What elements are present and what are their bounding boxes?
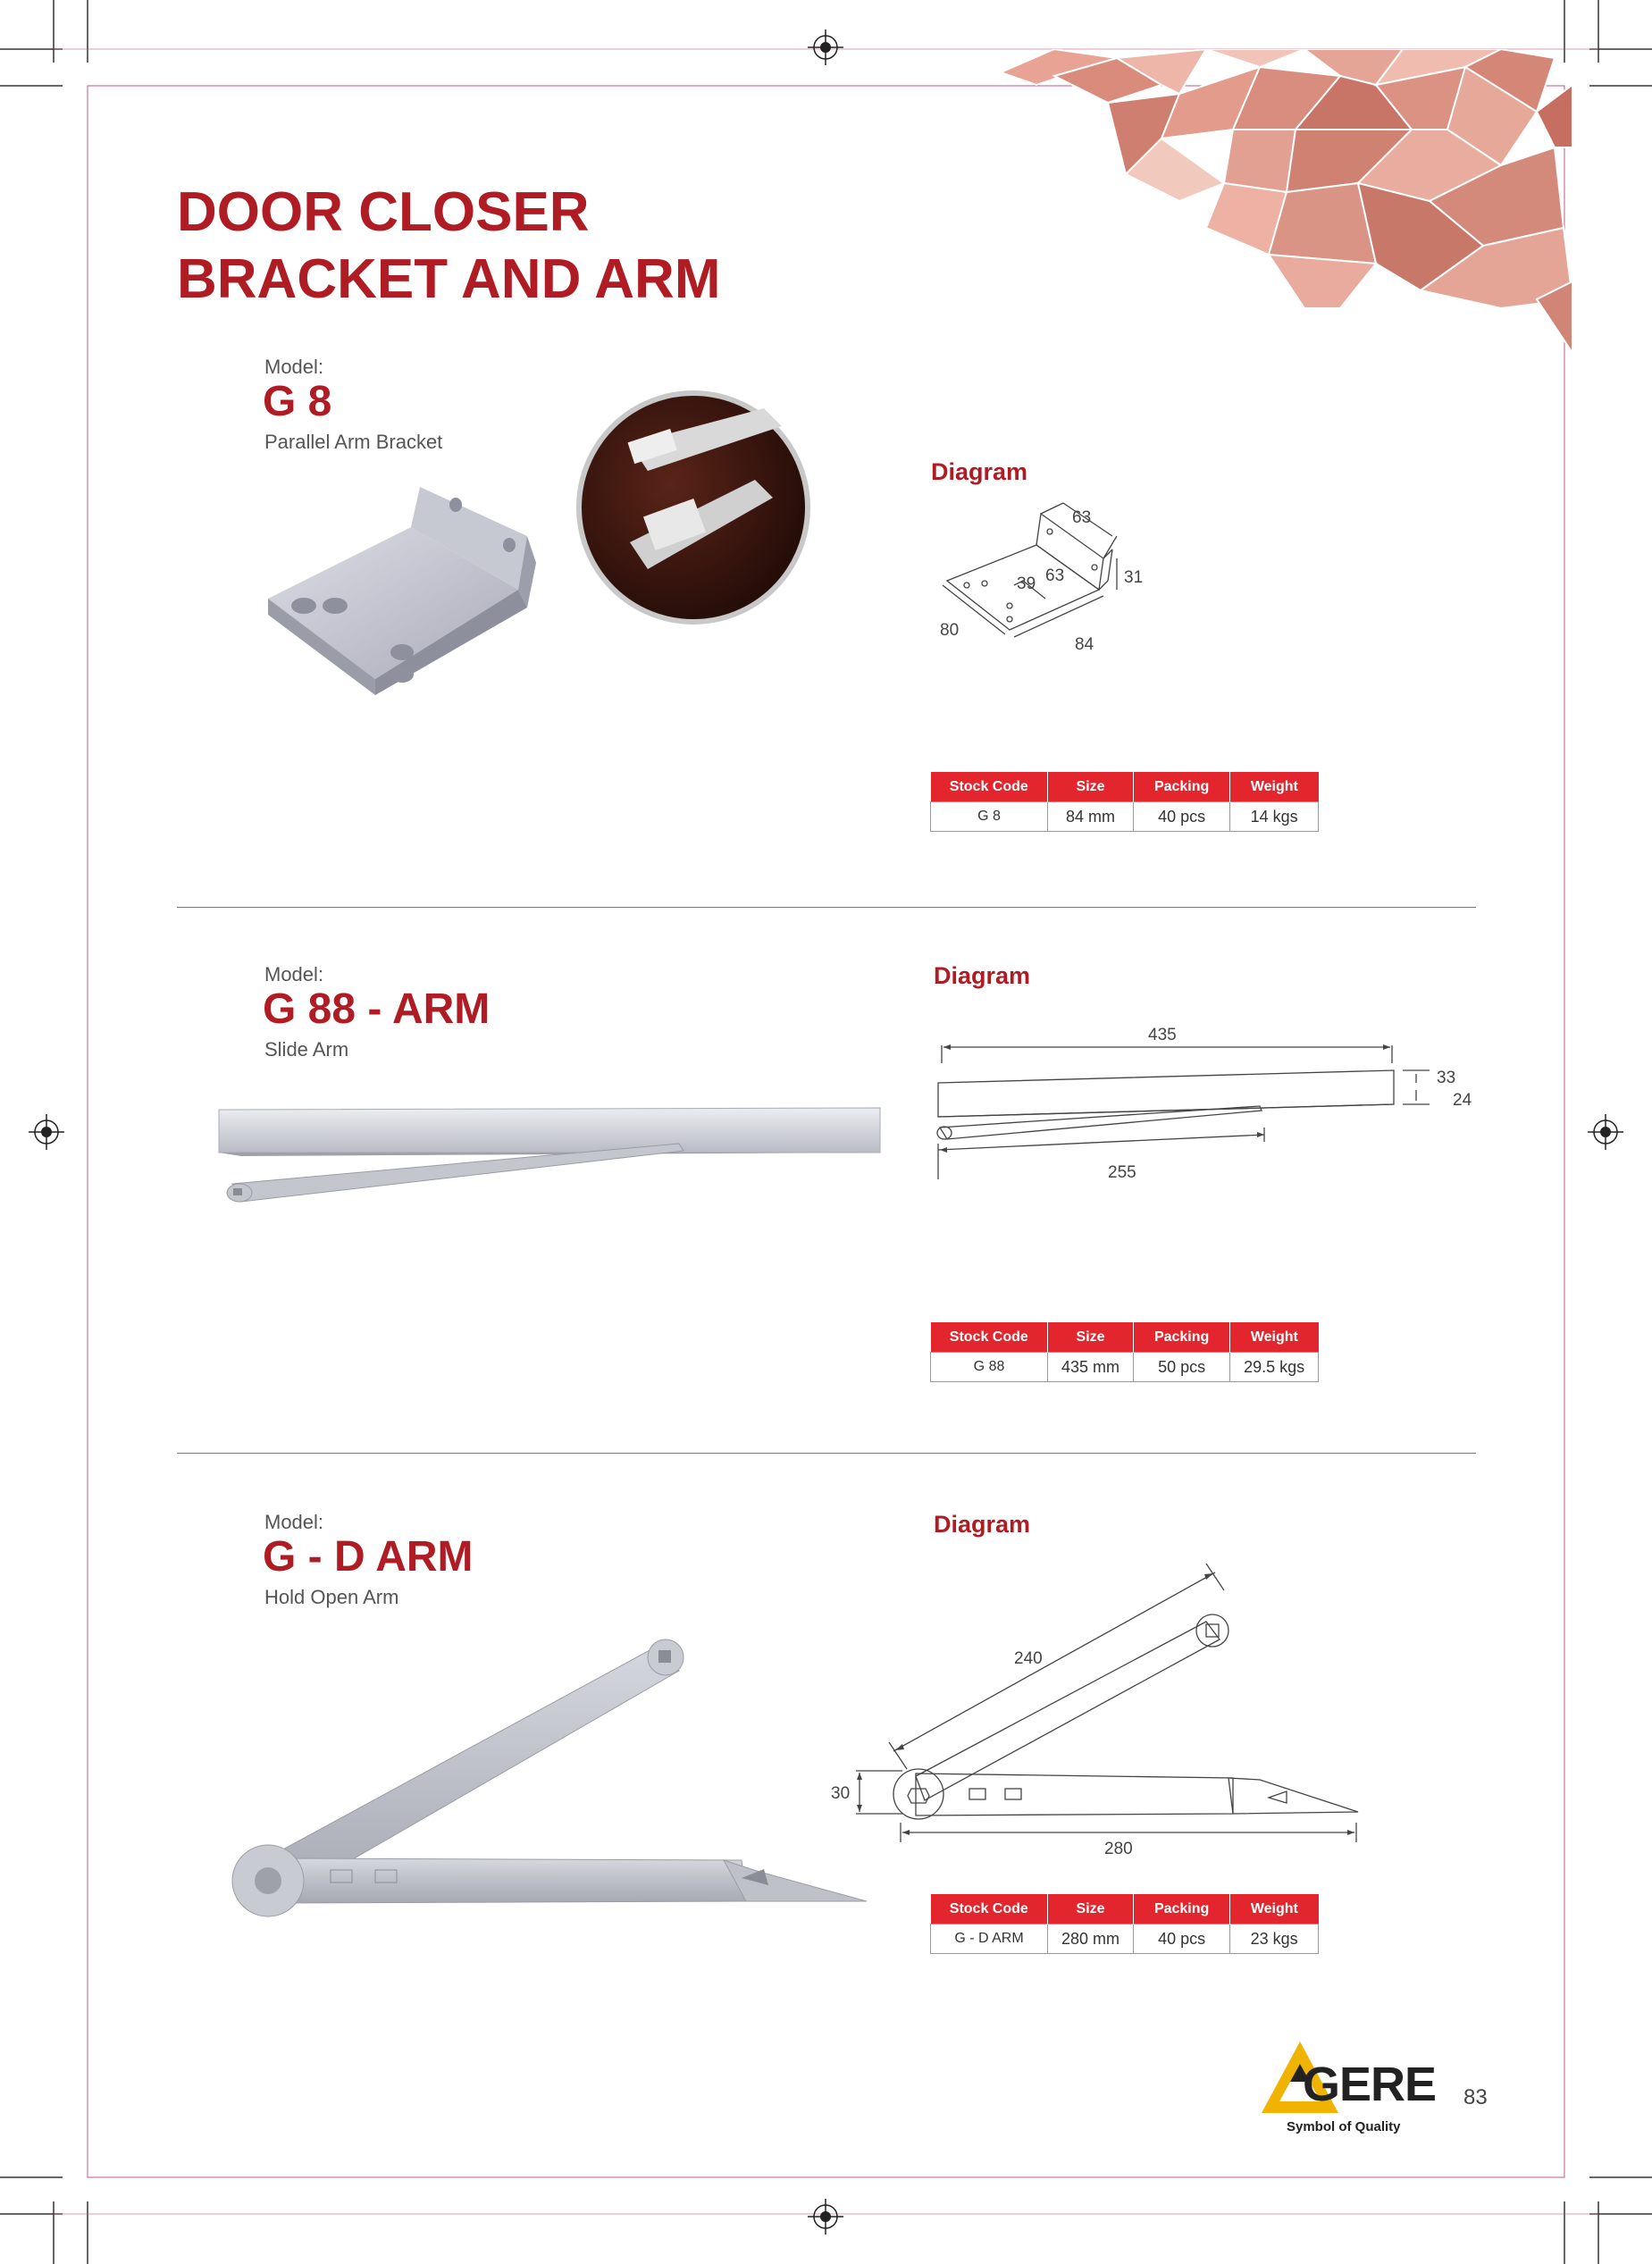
slide-arm-product-image <box>214 1099 885 1206</box>
header-size: Size <box>1048 772 1134 802</box>
dim-label: 33 <box>1437 1069 1456 1087</box>
dim-label: 24 <box>1453 1091 1472 1110</box>
model-label: Model: <box>264 963 324 985</box>
page-number: 83 <box>1463 2085 1488 2109</box>
dim-label: 80 <box>940 621 960 640</box>
dim-label: 63 <box>1072 508 1092 527</box>
spec-table-header <box>931 1894 1319 1924</box>
dim-label: 255 <box>1108 1163 1136 1182</box>
header-size: Size <box>1048 1894 1134 1924</box>
spec-table-header <box>931 772 1319 802</box>
installed-bracket-photo <box>576 390 810 625</box>
page-title <box>177 179 720 313</box>
table-row <box>931 1924 1319 1954</box>
header-stock-code: Stock Code <box>931 1894 1048 1924</box>
dim-label: 84 <box>1075 635 1094 654</box>
diagram-title: Diagram <box>934 962 1031 989</box>
table-row <box>931 1353 1319 1382</box>
cell-stock-code: G - D ARM <box>931 1924 1048 1954</box>
g88-dimension-diagram <box>929 1019 1501 1197</box>
diagram-title: Diagram <box>931 458 1028 485</box>
table-row <box>931 802 1319 832</box>
cell-packing: 50 pcs <box>1134 1353 1230 1382</box>
dim-label: 435 <box>1148 1026 1177 1044</box>
section-divider <box>177 1453 1476 1454</box>
dim-label: 31 <box>1124 568 1144 587</box>
spec-table <box>930 1894 1319 1954</box>
cell-size: 435 mm <box>1048 1353 1134 1382</box>
spec-table-header <box>931 1322 1319 1353</box>
gere-logo-tagline: Symbol of Quality <box>1287 2119 1401 2134</box>
header-weight: Weight <box>1230 772 1319 802</box>
model-name: G 88 - ARM <box>263 985 491 1033</box>
spec-table <box>930 1322 1319 1382</box>
gere-logo <box>1260 2037 1456 2135</box>
dim-label: 280 <box>1104 1840 1133 1858</box>
page-title-line2: BRACKET AND ARM <box>177 248 721 310</box>
model-description: Parallel Arm Bracket <box>264 431 443 453</box>
section-divider <box>177 907 1476 908</box>
decorative-polygon-pattern <box>1001 49 1608 353</box>
cell-weight: 29.5 kgs <box>1230 1353 1319 1382</box>
model-label: Model: <box>264 1511 324 1533</box>
model-name: G 8 <box>263 378 332 425</box>
header-packing: Packing <box>1134 772 1230 802</box>
diagram-title: Diagram <box>934 1511 1031 1538</box>
cell-size: 84 mm <box>1048 802 1134 832</box>
dim-label: 63 <box>1045 566 1065 585</box>
gere-logo-wordmark: GERE <box>1303 2058 1437 2111</box>
model-label: Model: <box>264 356 324 378</box>
cell-size: 280 mm <box>1048 1924 1134 1954</box>
header-stock-code: Stock Code <box>931 772 1048 802</box>
dim-label: 30 <box>831 1784 851 1803</box>
dim-label: 39 <box>1017 574 1036 593</box>
model-description: Slide Arm <box>264 1038 349 1061</box>
cell-packing: 40 pcs <box>1134 1924 1230 1954</box>
g8-dimension-diagram <box>920 496 1170 666</box>
dim-label: 240 <box>1014 1649 1043 1668</box>
cell-stock-code: G 8 <box>931 802 1048 832</box>
model-name: G - D ARM <box>263 1533 474 1581</box>
header-weight: Weight <box>1230 1322 1319 1353</box>
header-packing: Packing <box>1134 1322 1230 1353</box>
cell-weight: 14 kgs <box>1230 802 1319 832</box>
hold-open-arm-product-image <box>223 1617 876 1939</box>
cell-stock-code: G 88 <box>931 1353 1048 1382</box>
header-size: Size <box>1048 1322 1134 1353</box>
header-weight: Weight <box>1230 1894 1319 1924</box>
page-title-line1: DOOR CLOSER <box>177 181 590 243</box>
cell-weight: 23 kgs <box>1230 1924 1319 1954</box>
gd-arm-dimension-diagram <box>822 1564 1376 1867</box>
header-stock-code: Stock Code <box>931 1322 1048 1353</box>
header-packing: Packing <box>1134 1894 1230 1924</box>
bracket-product-image <box>250 474 581 724</box>
model-description: Hold Open Arm <box>264 1586 399 1608</box>
cell-packing: 40 pcs <box>1134 802 1230 832</box>
spec-table <box>930 772 1319 832</box>
